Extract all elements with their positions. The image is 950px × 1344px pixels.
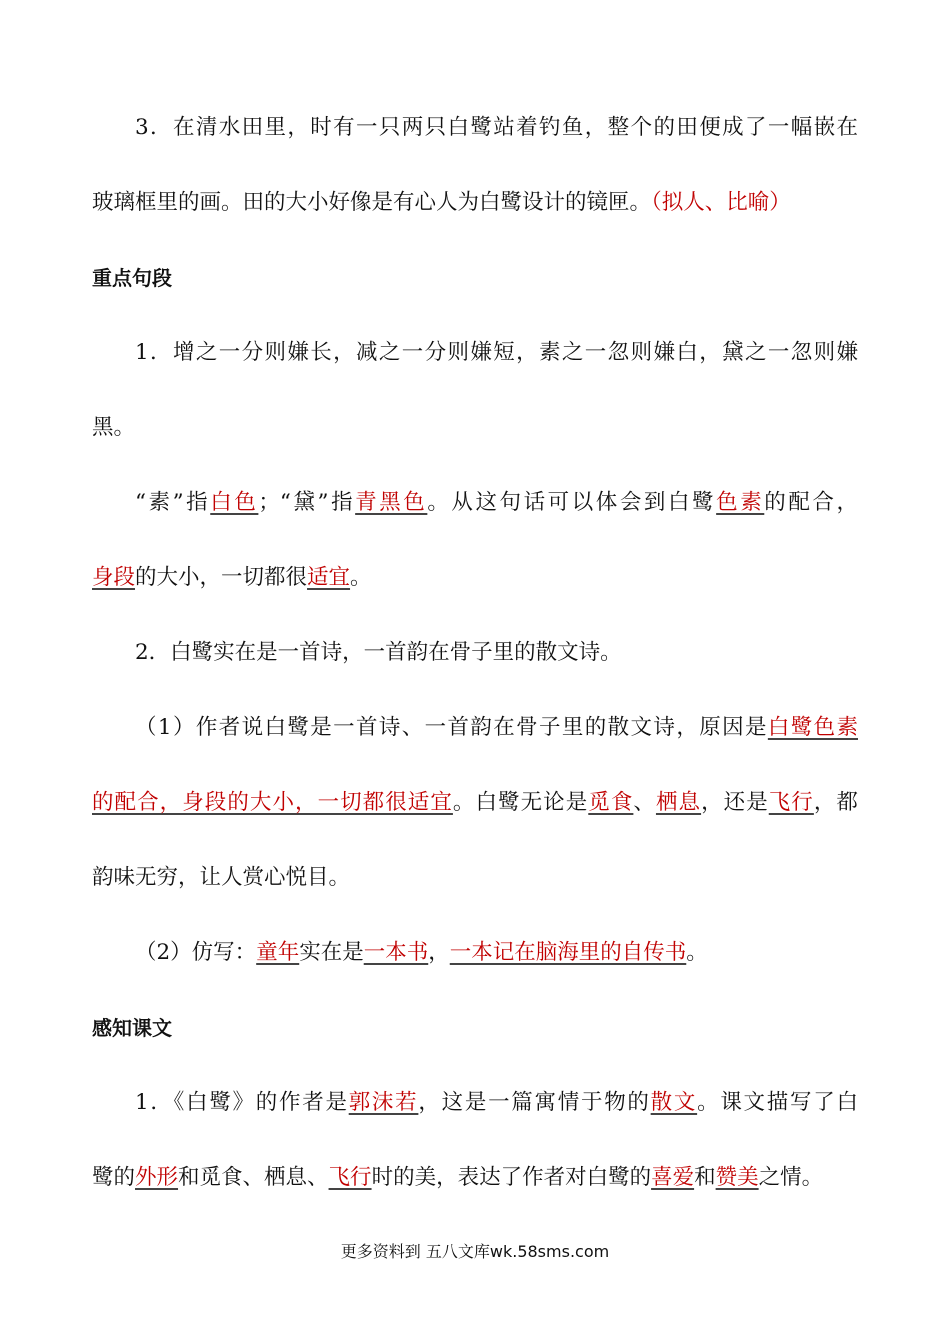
text-segment: （1）作者说白鹭是一首诗、一首韵在骨子里的散文诗，原因是 (135, 715, 768, 740)
text-segment: ，还是 (701, 790, 769, 815)
answer-text: 青黑色 (355, 490, 428, 515)
text-segment: 、 (633, 790, 656, 815)
text-segment: 韵味无穷，让人赏心悦目。 (92, 865, 351, 890)
text-segment: 的配合， (764, 490, 858, 515)
answer-text: 童年 (256, 940, 300, 965)
text-line (135, 713, 858, 743)
section-heading (92, 263, 858, 293)
text-segment: 。 (350, 565, 372, 590)
answer-text: （拟人、比喻） (651, 190, 791, 215)
text-line (135, 938, 858, 968)
text-segment: “素”指 (135, 490, 211, 515)
text-segment: 鹭的 (92, 1165, 136, 1190)
text-line (135, 638, 858, 668)
answer-text: 栖息 (655, 790, 702, 815)
text-line (92, 863, 858, 893)
text-segment: 的大小，一切都很 (135, 565, 308, 590)
text-segment: ， (428, 940, 450, 965)
text-segment: 玻璃框里的画。田的大小好像是有心人为白鹭设计的镜匣。 (92, 190, 652, 215)
answer-text: 一本记在脑海里的自传书 (449, 940, 687, 965)
text-segment: 时的美，表达了作者对白鹭的 (371, 1165, 652, 1190)
text-segment: 2．白鹭实在是一首诗，一首韵在骨子里的散文诗。 (135, 640, 622, 665)
answer-text: 白色 (210, 490, 259, 515)
text-line (92, 1163, 858, 1193)
text-segment: 之情。 (758, 1165, 824, 1190)
text-segment: 和 (694, 1165, 716, 1190)
text-segment: 感知课文 (92, 1016, 172, 1040)
answer-text: 白鹭色素 (767, 715, 858, 740)
section-heading (92, 1013, 858, 1043)
text-segment: 。课文描写了白 (697, 1090, 858, 1115)
text-segment: 1．增之一分则嫌长，减之一分则嫌短，素之一忽则嫌白，黛之一忽则嫌 (135, 340, 858, 365)
text-segment: （2）仿写： (135, 940, 257, 965)
answer-text: 一本书 (363, 940, 429, 965)
text-segment: 和觅食、栖息、 (178, 1165, 329, 1190)
answer-text: 喜爱 (651, 1165, 695, 1190)
text-segment: ，都 (813, 790, 858, 815)
text-line (92, 188, 858, 218)
answer-text: 觅食 (588, 790, 634, 815)
answer-text: 飞行 (768, 790, 814, 815)
text-segment: 重点句段 (92, 266, 172, 290)
footer-text: 更多资料到 五八文库wk.58sms.com (340, 1242, 610, 1261)
answer-text: 色素 (716, 490, 765, 515)
answer-text: 飞行 (328, 1165, 372, 1190)
text-segment: 3．在清水田里，时有一只两只白鹭站着钓鱼，整个的田便成了一幅嵌在 (135, 115, 858, 140)
text-segment: ；“黛”指 (258, 490, 356, 515)
text-line (92, 563, 858, 593)
answer-text: 适宜 (307, 565, 351, 590)
text-segment: 。从这句话可以体会到白鹭 (427, 490, 717, 515)
answer-text: 身段 (92, 565, 136, 590)
text-segment: 1．《白鹭》的作者是 (135, 1090, 349, 1115)
text-line (135, 113, 858, 143)
text-segment: ，这是一篇寓情于物的 (418, 1090, 651, 1115)
text-segment: 黑。 (92, 415, 136, 440)
text-line (92, 788, 858, 818)
answer-text: 散文 (650, 1090, 698, 1115)
text-line (135, 338, 858, 368)
text-segment: 。 (686, 940, 708, 965)
text-segment: 实在是 (299, 940, 364, 965)
answer-text: 外形 (135, 1165, 179, 1190)
text-segment: 。白鹭无论是 (452, 790, 589, 815)
text-line (135, 488, 858, 518)
text-line (92, 413, 858, 443)
answer-text: 郭沫若 (348, 1090, 419, 1115)
text-line (135, 1088, 858, 1118)
answer-text: 赞美 (715, 1165, 759, 1190)
answer-text: 的配合，身段的大小，一切都很适宜 (92, 790, 453, 815)
